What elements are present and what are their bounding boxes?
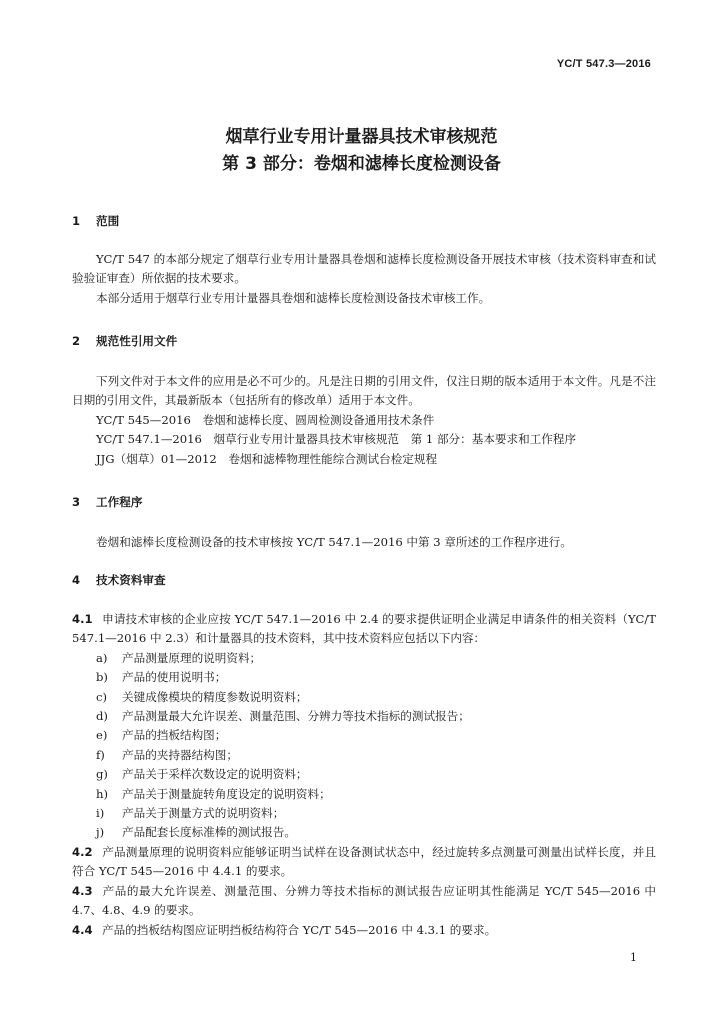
section-4-number: 4 [72,573,81,587]
section-4-heading [72,572,166,588]
section-2-heading [72,333,177,349]
list-item: f) 产品的夹持器结构图； [96,747,238,762]
clause-number: 4.3 [72,883,93,898]
list-item: d) 产品测量最大允许误差、测量范围、分辨力等技术指标的测试报告； [96,709,470,724]
clause-text: 产品的最大允许误差、测量范围、分辨力等技术指标的测试报告应证明其性能满足 YC/T 545—2016 中 4.7、4.8、4.9 的要求。 [72,883,656,918]
standard-code: YC/T 547.3—2016 [556,58,651,70]
list-item: b) 产品的使用说明书； [96,670,227,685]
section-3-heading [72,494,142,510]
section-2-title: 规范性引用文件 [96,334,178,348]
section-1-paragraph-1: YC/T 547 的本部分规定了烟草行业专用计量器具卷烟和滤棒长度检测设备开展技术审核（技术资料审查和试验验证审查）所依据的技术要求。 [72,252,656,286]
clause-number: 4.1 [72,612,93,626]
section-4-body [72,610,656,940]
clause-4-3 [72,882,656,921]
section-1-number: 1 [72,214,81,228]
technical-document-list [72,649,656,843]
section-2-body [72,372,656,469]
reference-item: YC/T 545—2016 卷烟和滤棒长度、圆周检测设备通用技术条件 [96,412,435,427]
reference-item: YC/T 547.1—2016 烟草行业专用计量器具技术审核规范 第 1 部分：基本要求和工作程序 [96,432,577,447]
section-2-paragraph: 下列文件对于本文件的应用是必不可少的。凡是注日期的引用文件，仅注日期的版本适用于本文件。凡是不注日期的引用文件，其最新版本（包括所有的修改单）适用于本文件。 [72,374,656,408]
list-item: j) 产品配套长度标准棒的测试报告。 [96,825,296,840]
section-1-heading [72,213,119,229]
clause-text: 产品的挡板结构图应证明挡板结构符合 YC/T 545—2016 中 4.3.1 的要求。 [102,922,497,937]
page-number: 1 [630,951,637,964]
section-1-body [72,250,656,308]
document-title-line2: 第 3 部分：卷烟和滤棒长度检测设备 [222,154,501,174]
clause-text: 申请技术审核的企业应按 YC/T 547.1—2016 中 2.4 的要求提供证明企业满足申请条件的相关资料（YC/T 547.1—2016 中 2.3）和计量器具的技术资料，其中技术资料应包括以下内容： [72,612,656,646]
list-item: c) 关键成像模块的精度参数说明资料； [96,689,308,704]
list-item: h) 产品关于测量旋转角度设定的说明资料； [96,786,331,801]
section-1-paragraph-2: 本部分适用于烟草行业专用计量器具卷烟和滤棒长度检测设备技术审核工作。 [96,290,491,305]
section-3-body [72,533,656,552]
section-3-title: 工作程序 [96,495,143,509]
clause-4-1 [72,610,656,649]
list-item: g) 产品关于采样次数设定的说明资料； [96,767,308,782]
section-3-paragraph: 卷烟和滤棒长度检测设备的技术审核按 YC/T 547.1—2016 中第 3 章所述的工作程序进行。 [96,535,572,549]
section-1-title: 范围 [96,214,120,228]
clause-number: 4.2 [72,844,93,859]
document-title-line1: 烟草行业专用计量器具技术审核规范 [225,127,498,147]
section-3-number: 3 [72,495,81,509]
clause-text: 产品测量原理的说明资料应能够证明当试样在设备测试状态中，经过旋转多点测量可测量出试样长度，并且符合 YC/T 545—2016 中 4.4.1 的要求。 [72,844,656,879]
clause-4-2 [72,843,656,882]
section-4-title: 技术资料审查 [96,573,166,587]
list-item: i) 产品关于测量方式的说明资料； [96,806,285,821]
section-2-number: 2 [72,334,81,348]
clause-4-4 [72,921,656,940]
clause-number: 4.4 [72,922,93,937]
list-item: a) 产品测量原理的说明资料； [96,650,262,665]
reference-item: JJG（烟草）01—2012 卷烟和滤棒物理性能综合测试台检定规程 [96,451,438,466]
list-item: e) 产品的挡板结构图； [96,728,227,743]
